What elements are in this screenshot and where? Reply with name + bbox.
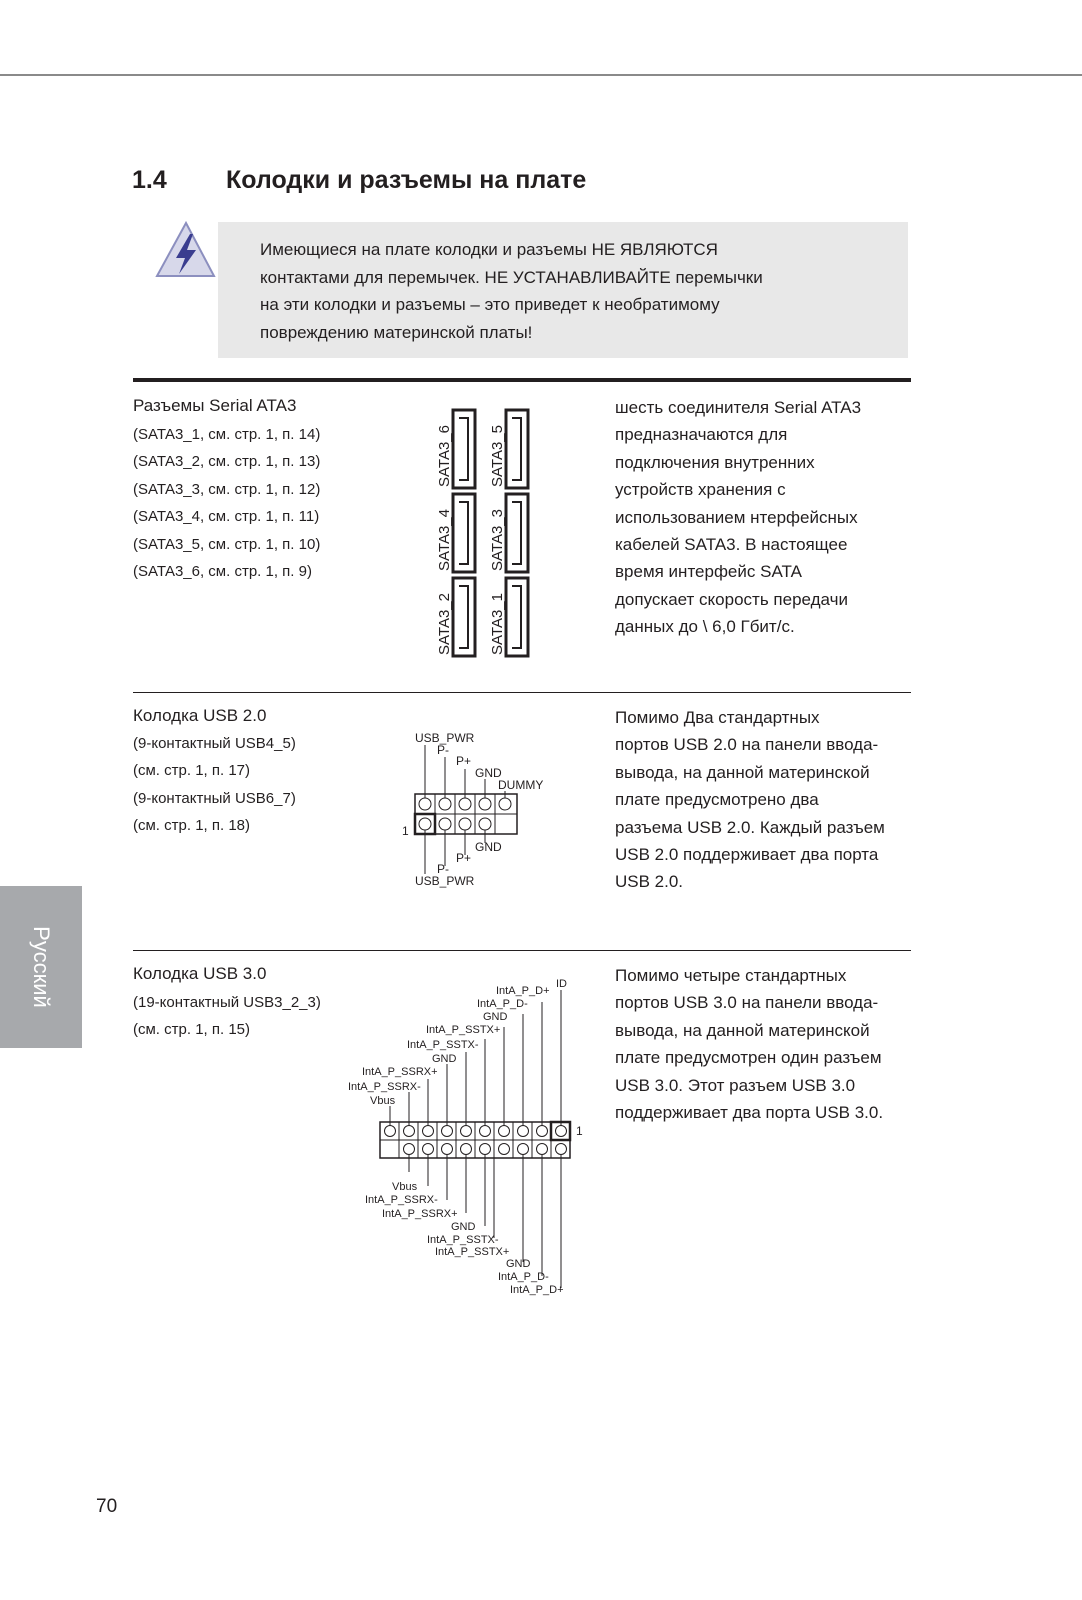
desc-line: разъема USB 2.0. Каждый разъем [615,817,885,837]
list-item: (9-контактный USB6_7) [133,789,296,807]
language-label: Русский [29,926,54,1008]
desc-line: допускает скорость передачи [615,589,848,609]
sata-label: SATA3_1 [489,593,506,655]
list-item: (19-контактный USB3_2_3) [133,994,321,1011]
pin-label: P- [437,862,449,876]
pin-one-marker: 1 [576,1124,583,1138]
pin-label: IntA_P_SSRX- [348,1081,421,1093]
usb2-reference-list [133,730,296,840]
desc-line: Помимо Два стандартных [615,708,820,727]
divider [133,692,911,693]
pin-label: IntA_P_D+ [510,1284,564,1296]
warning-text [260,236,880,347]
warning-line: повреждению материнской платы! [260,323,533,343]
language-side-tab [0,886,82,1048]
desc-line: вывода, на данной материнской [615,762,870,782]
pin-label: P+ [456,754,472,768]
list-item: (SATA3_3, см. стр. 1, п. 12) [133,480,321,498]
pin-label: IntA_P_SSTX+ [426,1024,501,1036]
list-item: (см. стр. 1, п. 15) [133,1021,251,1039]
desc-line: Помимо четыре стандартных [615,966,847,985]
sata-description [615,394,915,641]
pin-label: Vbus [370,1095,396,1107]
usb3-reference-list [133,989,321,1044]
pin-label: IntA_P_SSTX- [407,1039,479,1051]
desc-line: портов USB 3.0 на панели ввода- [615,993,879,1013]
desc-line: кабелей SATA3. В настоящее [615,535,848,555]
list-item: (SATA3_5, см. стр. 1, п. 10) [133,535,321,553]
header-rule [0,74,1082,76]
pin-label: Vbus [392,1181,418,1193]
desc-line: поддерживает два порта USB 3.0. [615,1103,884,1123]
pin-label: GND [451,1221,476,1233]
pin-label: DUMMY [498,778,544,792]
pin-label: IntA_P_SSTX- [427,1234,499,1246]
section-number: 1.4 [132,166,167,194]
list-item: (SATA3_6, см. стр. 1, п. 9) [133,562,312,580]
pin-label: GND [483,1011,508,1023]
pin-label: IntA_P_D- [477,998,528,1010]
list-item: (см. стр. 1, п. 17) [133,762,251,780]
pin-label: IntA_P_SSRX- [365,1194,438,1206]
pin-label: GND [475,840,502,854]
pin-label: GND [432,1053,457,1065]
pin-label: IntA_P_D- [498,1271,549,1283]
pin-one-marker: 1 [402,824,409,838]
pin-label: ID [556,978,567,990]
desc-line: USB 2.0 поддерживает два порта [615,845,879,865]
warning-line: Имеющиеся на плате колодки и разъемы НЕ ЯВЛЯЮТСЯ [260,240,718,259]
pin-label: GND [475,766,502,780]
list-item: (SATA3_2, см. стр. 1, п. 13) [133,453,321,471]
pin-label: IntA_P_D+ [496,985,550,997]
sata-label: SATA3_4 [436,509,453,571]
list-item: (9-контактный USB4_5) [133,735,296,752]
desc-line: плате предусмотрен один разъем [615,1048,882,1068]
pin-label: P- [437,743,449,757]
sata-label: SATA3_3 [489,509,506,571]
desc-line: время интерфейс SATA [615,562,802,582]
desc-line: данных до \ 6,0 Гбит/с. [615,617,795,637]
desc-line: устройств хранения с [615,480,786,500]
desc-line: шесть соединителя Serial ATA3 [615,398,862,417]
usb2-description [615,704,915,896]
desc-line: USB 2.0. [615,872,684,892]
section-title: Колодки и разъемы на плате [226,166,587,194]
warning-line: на эти колодки и разъемы – это приведет к необратимому [260,295,720,315]
page-number: 70 [96,1496,118,1517]
section-divider [133,378,911,382]
desc-line: предназначаются для [615,425,788,445]
pin-label: USB_PWR [415,874,475,888]
usb3-title: Колодка USB 3.0 [133,964,267,983]
pin-label: IntA_P_SSRX+ [382,1208,458,1220]
warning-triangle-lightning-icon [152,220,218,287]
desc-line: портов USB 2.0 на панели ввода- [615,735,879,755]
pin-label: IntA_P_SSTX+ [435,1246,510,1258]
list-item: (SATA3_4, см. стр. 1, п. 11) [133,508,320,526]
pin-label: GND [506,1258,531,1270]
pin-label: USB_PWR [415,731,475,745]
usb3-description [615,962,915,1126]
desc-line: подключения внутренних [615,452,815,472]
divider [133,950,911,951]
pin-label: IntA_P_SSRX+ [362,1066,438,1078]
desc-line: плате предусмотрено два [615,790,819,810]
list-item: (см. стр. 1, п. 18) [133,817,251,835]
warning-line: контактами для перемычек. НЕ УСТАНАВЛИВАЙТЕ перемычки [260,267,763,287]
list-item: (SATA3_1, см. стр. 1, п. 14) [133,426,321,443]
desc-line: использованием нтерфейсных [615,507,858,527]
sata-label: SATA3_5 [489,425,506,487]
sata-label: SATA3_2 [436,593,453,655]
sata-reference-list [133,421,320,585]
sata-title: Разъемы Serial ATA3 [133,396,297,415]
desc-line: вывода, на данной материнской [615,1020,870,1040]
usb2-title: Колодка USB 2.0 [133,706,267,725]
pin-label: P+ [456,851,472,865]
desc-line: USB 3.0. Этот разъем USB 3.0 [615,1075,856,1095]
sata-label: SATA3_6 [436,425,453,487]
